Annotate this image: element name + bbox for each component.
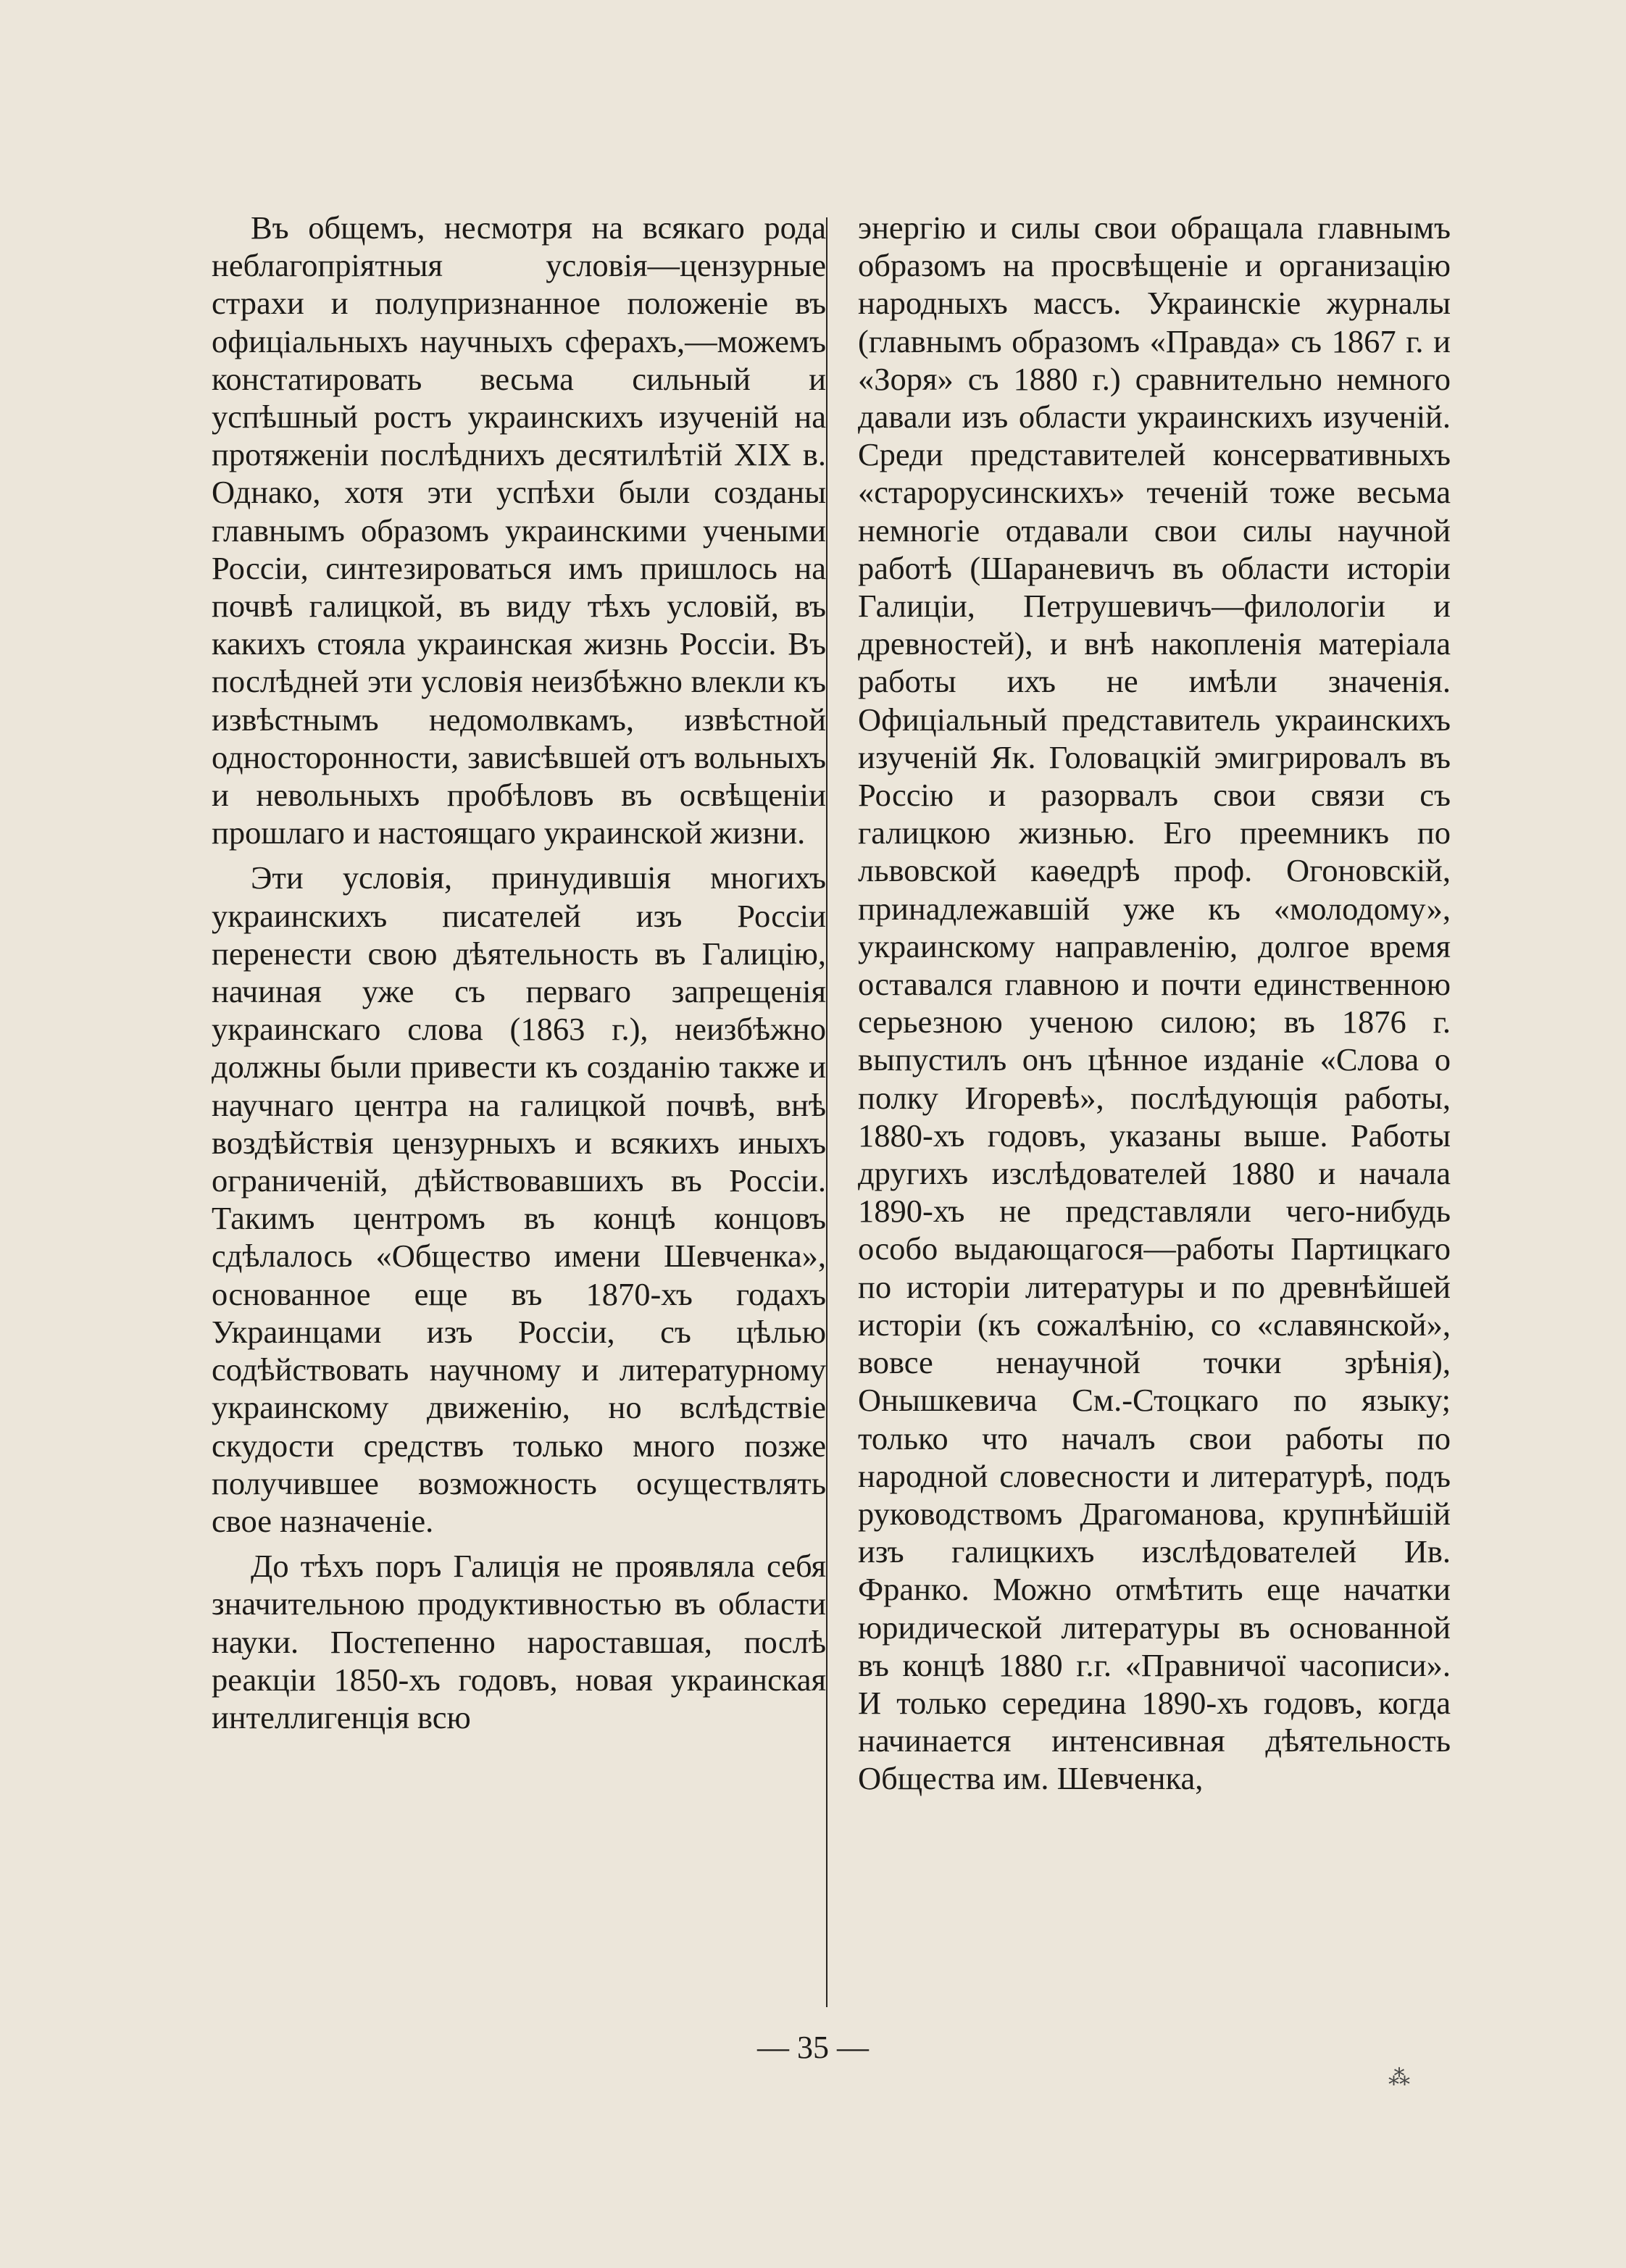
left-column (212, 209, 826, 1736)
right-column (858, 209, 1451, 1798)
left-paragraph-1: Въ общемъ, несмотря на всякаго рода неблагопріятныя условія—цензурные страхи и полупризнанное положеніе въ офиціальныхъ научныхъ сферахъ,—можемъ констатировать весьма сильный и успѣшный ростъ украинскихъ изученій на протяженіи послѣднихъ десятилѣтій XIX в. Однако, хотя эти успѣхи были созданы главнымъ образомъ украинскими учеными Россіи, синтезироваться имъ пришлось на почвѣ галицкой, въ виду тѣхъ условій, въ какихъ стояла украинская жизнь Россіи. Въ послѣдней эти условія неизбѣжно влекли къ извѣстнымъ недомолвкамъ, извѣстной односторонности, зависѣвшей отъ вольныхъ и невольныхъ пробѣловъ въ освѣщеніи прошлаго и настоящаго украинской жизни. (212, 209, 826, 851)
left-paragraph-3: До тѣхъ поръ Галиція не проявляла себя значительною продуктивностью въ области науки. Постепенно нароставшая, послѣ реакціи 1850-хъ годовъ, новая украинская интеллигенція всю (212, 1548, 826, 1735)
page-number: — 35 — (757, 2030, 869, 2065)
left-paragraph-2: Эти условія, принудившія многихъ украинскихъ писателей изъ Россіи перенести свою дѣятельность въ Галицію, начиная уже съ перваго запрещенія украинскаго слова (1863 г.), неизбѣжно должны были привести къ созданію также и научнаго центра на галицкой почвѣ, внѣ воздѣйствія цензурныхъ и всякихъ иныхъ ограниченій, дѣйствовавшихъ въ Россіи. Такимъ центромъ въ концѣ концовъ сдѣлалось «Общество имени Шевченка», основанное еще въ 1870-хъ годахъ Украинцами изъ Россіи, съ цѣлью содѣйствовать научному и литературному украинскому движенію, но вслѣдствіе скудости средствъ только много позже получившее возможность осуществлять свое назначеніе. (212, 859, 826, 1539)
ornament-icon: ⁂ (1388, 2066, 1410, 2090)
right-paragraph-1: энергію и силы свои обращала главнымъ образомъ на просвѣщеніе и организацію народныхъ массъ. Украинскіе журналы (главнымъ образомъ «Правда» съ 1867 г. и «Зоря» съ 1880 г.) сравнительно немного давали изъ области украинскихъ изученій. Среди представителей консервативныхъ «старорусинскихъ» теченій тоже весьма немногіе отдавали свои силы научной работѣ (Шараневичъ въ области исторіи Галиціи, Петрушевичъ—филологіи и древностей), и внѣ накопленія матеріала работы ихъ не имѣли значенія. Офиціальный представитель украинскихъ изученій Як. Головацкій эмигрировалъ въ Россію и разорвалъ свои связи съ галицкою жизнью. Его преемникъ по львовской каѳедрѣ проф. Огоновскій, принадлежавшій уже къ «молодому», украинскому направленію, долгое время оставался главною и почти единственною серьезною ученою силою; въ 1876 г. выпустилъ онъ цѣнное изданіе «Слова о полку Игоревѣ», послѣдующія работы, 1880-хъ годовъ, указаны выше. Работы другихъ изслѣдователей 1880 и начала 1890-хъ не представляли чего-нибудь особо выдающагося—работы Партицкаго по исторіи литературы и по древнѣйшей исторіи (къ сожалѣнію, со «славянской», вовсе ненаучной точки зрѣнія), Онышкевича См.-Стоцкаго по языку; только что началъ свои работы по народной словесности и литературѣ, подъ руководствомъ Драгоманова, крупнѣйшій изъ галицкихъ изслѣдователей Ив. Франко. Можно отмѣтить еще начатки юридической литературы въ основанной въ концѣ 1880 г.г. «Правничої часописи». И только середина 1890-хъ годовъ, когда начинается интенсивная дѣятельность Общества им. Шевченка, (858, 209, 1451, 1797)
column-divider (826, 217, 827, 2007)
